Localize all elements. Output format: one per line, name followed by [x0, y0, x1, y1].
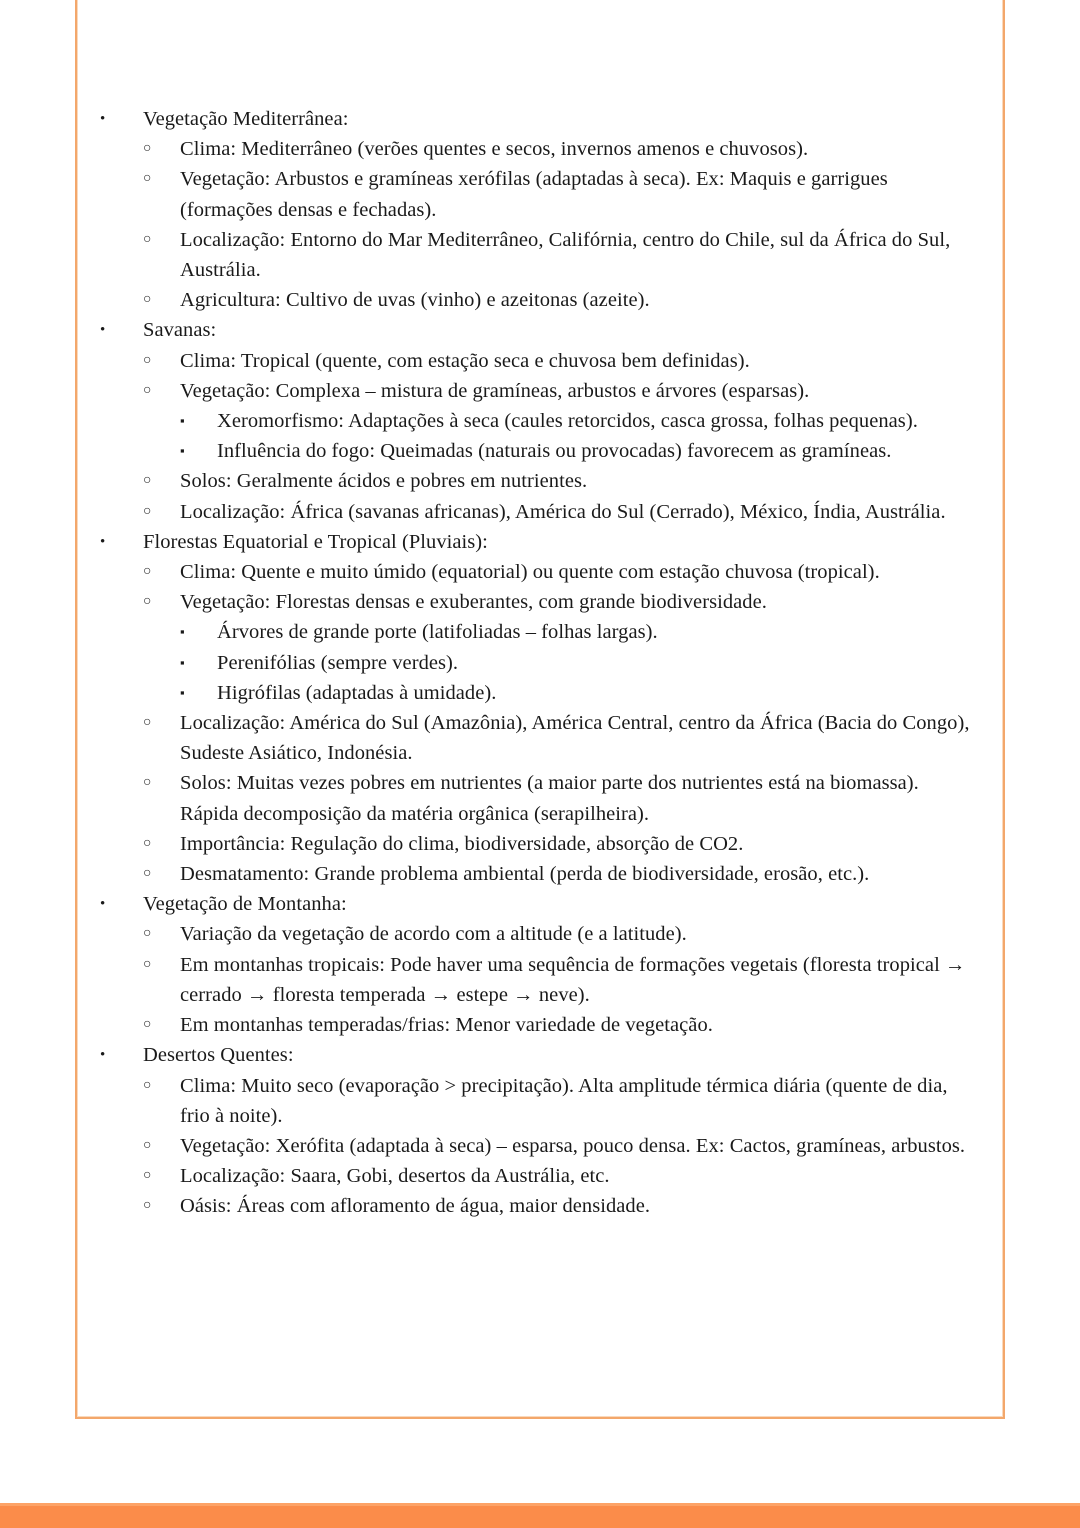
outline-list-level-2 [143, 346, 980, 527]
outline-item-text: Savanas: [143, 319, 217, 342]
outline-item-text: Vegetação Mediterrânea: [143, 108, 349, 130]
outline-item-text: Em montanhas temperadas/frias: Menor variedade de vegetação. [180, 1014, 713, 1037]
outline-item-level-2 [143, 1071, 980, 1131]
outline-item-level-2 [143, 1161, 980, 1191]
outline-item-level-1 [100, 104, 980, 315]
bullet-circle-icon: ○ [143, 835, 152, 851]
bullet-circle-icon: ○ [143, 231, 152, 247]
outline-item-level-2 [143, 557, 980, 587]
bullet-circle-icon: ○ [143, 473, 152, 489]
outline-item-text: Variação da vegetação de acordo com a altitude (e a latitude). [180, 923, 687, 946]
outline-list-level-2 [143, 134, 980, 315]
bullet-circle-icon: ○ [143, 564, 152, 580]
outline-item-text: Solos: Muitas vezes pobres em nutrientes (a maior parte dos nutrientes está na biomassa). Rápida decomposição da matéria orgânica (serapilheira). [180, 772, 919, 825]
outline-item-text: Vegetação: Xerófita (adaptada à seca) – esparsa, pouco densa. Ex: Cactos, gramíneas, arbustos. [180, 1134, 966, 1157]
outline-item-level-2 [143, 859, 980, 889]
outline-list-level-1 [100, 104, 980, 1222]
outline-item-text: Árvores de grande porte (latifoliadas – folhas largas). [217, 621, 658, 644]
outline-item-text: Perenifólias (sempre verdes). [217, 651, 459, 674]
bullet-circle-icon: ○ [143, 352, 152, 368]
outline-item-level-1 [100, 315, 980, 526]
outline-item-text: Xeromorfismo: Adaptações à seca (caules retorcidos, casca grossa, folhas pequenas). [217, 410, 918, 433]
page-footer-accent-bar [0, 1503, 1080, 1528]
bullet-disc-icon: • [100, 533, 106, 550]
bullet-circle-icon: ○ [143, 292, 152, 308]
bullet-circle-icon: ○ [143, 1168, 152, 1184]
outline-item-level-3 [180, 617, 980, 647]
outline-item-text: Localização: Entorno do Mar Mediterrâneo, Califórnia, centro do Chile, sul da África do Sul, Austrália. [180, 228, 951, 282]
outline-item-text: Clima: Mediterrâneo (verões quentes e secos, invernos amenos e chuvosos). [180, 138, 809, 161]
bullet-disc-icon: • [100, 1047, 106, 1064]
outline-item-level-2 [143, 164, 980, 224]
outline-item-text: Localização: Saara, Gobi, desertos da Austrália, etc. [180, 1165, 610, 1188]
outline-item-level-1 [100, 527, 980, 889]
bullet-square-icon: ▪ [180, 443, 185, 459]
outline-item-level-2 [143, 919, 980, 949]
outline-list-level-3 [180, 617, 980, 708]
outline-item-text: Desmatamento: Grande problema ambiental (perda de biodiversidade, erosão, etc.). [180, 863, 870, 886]
bullet-circle-icon: ○ [143, 1137, 152, 1153]
outline-item-level-2 [143, 1131, 980, 1161]
outline-item-text: Localização: América do Sul (Amazônia), América Central, centro da África (Bacia do Congo), Sudeste Asiático, Indonésia. [180, 712, 970, 765]
outline-item-level-2 [143, 466, 980, 496]
bullet-circle-icon: ○ [143, 956, 152, 972]
bullet-circle-icon: ○ [143, 171, 152, 187]
bullet-square-icon: ▪ [180, 654, 185, 670]
outline-list-level-3 [180, 406, 980, 466]
outline-item-level-1 [100, 1040, 980, 1221]
outline-item-level-1 [100, 889, 980, 1040]
outline-item-text: Clima: Tropical (quente, com estação seca e chuvosa bem definidas). [180, 349, 750, 372]
outline-item-text: Localização: África (savanas africanas), América do Sul (Cerrado), México, Índia, Austrália. [180, 500, 946, 523]
bullet-circle-icon: ○ [143, 926, 152, 942]
outline-item-text: Influência do fogo: Queimadas (naturais ou provocadas) favorecem as gramíneas. [217, 440, 892, 463]
outline-item-text: Vegetação: Complexa – mistura de gramíneas, arbustos e árvores (esparsas). [180, 379, 810, 402]
outline-list-level-2 [143, 919, 980, 1040]
outline-item-level-2 [143, 134, 980, 164]
bullet-circle-icon: ○ [143, 594, 152, 610]
outline-item-level-2 [143, 950, 980, 1010]
outline-item-text: Florestas Equatorial e Tropical (Pluviais): [143, 530, 488, 553]
outline-item-level-3 [180, 678, 980, 708]
outline-item-text: Vegetação: Florestas densas e exuberantes, com grande biodiversidade. [180, 591, 767, 614]
bullet-circle-icon: ○ [143, 866, 152, 882]
outline-item-level-2 [143, 1191, 980, 1221]
bullet-circle-icon: ○ [143, 382, 152, 398]
outline-item-level-2 [143, 708, 980, 768]
outline-item-level-2 [143, 346, 980, 376]
outline-item-text: Em montanhas tropicais: Pode haver uma sequência de formações vegetais (floresta tropical → cerrado → floresta temperada → estepe → neve). [180, 953, 966, 1006]
outline-item-level-3 [180, 406, 980, 436]
bullet-circle-icon: ○ [143, 1017, 152, 1033]
outline-list-level-2 [143, 1071, 980, 1222]
bullet-square-icon: ▪ [180, 684, 185, 700]
outline-item-text: Desertos Quentes: [143, 1044, 294, 1067]
outline-item-text: Vegetação de Montanha: [143, 893, 347, 916]
outline-item-text: Clima: Muito seco (evaporação > precipitação). Alta amplitude térmica diária (quente de dia, frio à noite). [180, 1074, 948, 1127]
outline-item-level-2 [143, 768, 980, 828]
bullet-circle-icon: ○ [143, 715, 152, 731]
document-outline [100, 104, 980, 1222]
bullet-square-icon: ▪ [180, 413, 185, 429]
outline-item-level-2 [143, 1010, 980, 1040]
bullet-disc-icon: • [100, 896, 106, 913]
bullet-circle-icon: ○ [143, 1077, 152, 1093]
outline-item-level-3 [180, 436, 980, 466]
bullet-circle-icon: ○ [143, 141, 152, 157]
bullet-circle-icon: ○ [143, 503, 152, 519]
outline-item-text: Oásis: Áreas com afloramento de água, maior densidade. [180, 1195, 651, 1218]
outline-item-text: Solos: Geralmente ácidos e pobres em nutrientes. [180, 470, 588, 493]
outline-item-text: Higrófilas (adaptadas à umidade). [217, 681, 497, 704]
outline-item-level-2 [143, 829, 980, 859]
outline-item-level-2 [143, 587, 980, 708]
outline-item-level-2 [143, 376, 980, 467]
outline-item-level-2 [143, 225, 980, 285]
bullet-square-icon: ▪ [180, 624, 185, 640]
bullet-disc-icon: • [100, 111, 106, 127]
bullet-disc-icon: • [100, 322, 106, 339]
bullet-circle-icon: ○ [143, 775, 152, 791]
outline-item-text: Importância: Regulação do clima, biodiversidade, absorção de CO2. [180, 832, 744, 855]
outline-item-text: Clima: Quente e muito úmido (equatorial) ou quente com estação chuvosa (tropical). [180, 561, 880, 584]
outline-item-level-3 [180, 648, 980, 678]
outline-item-level-2 [143, 285, 980, 315]
outline-list-level-2 [143, 557, 980, 889]
outline-item-level-2 [143, 497, 980, 527]
outline-item-text: Agricultura: Cultivo de uvas (vinho) e azeitonas (azeite). [180, 289, 650, 312]
outline-item-text: Vegetação: Arbustos e gramíneas xerófilas (adaptadas à seca). Ex: Maquis e garrigues (formações densas e fechadas). [180, 168, 888, 221]
bullet-circle-icon: ○ [143, 1198, 152, 1214]
